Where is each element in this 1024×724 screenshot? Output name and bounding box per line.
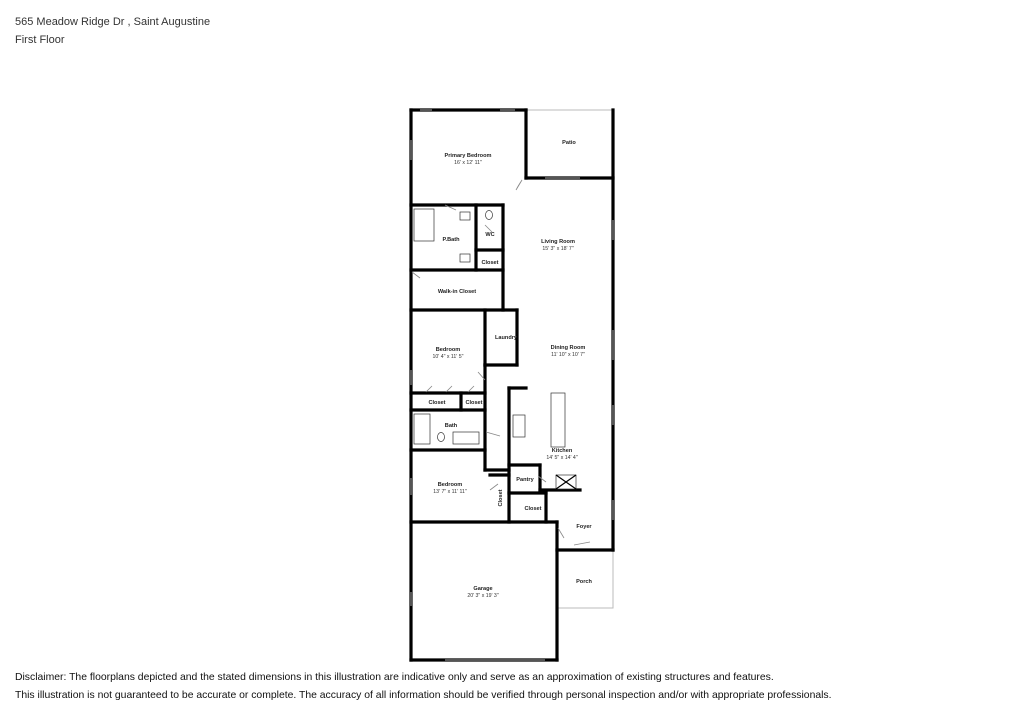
patio-label: Patio	[562, 140, 576, 146]
bedroom-3-label: Bedroom	[437, 482, 463, 488]
kitchen-label: Kitchen	[551, 448, 573, 454]
bedroom-3-closet-label: Closet	[498, 489, 504, 507]
pantry-label: Pantry	[516, 477, 534, 483]
toilet	[438, 433, 445, 442]
disclaimer-line-2: This illustration is not guaranteed to be accurate or complete. The accuracy of all information should be verified through personal inspection and/or with appropriate professionals.	[15, 690, 832, 701]
kitchen-island	[551, 393, 565, 447]
interior-walls	[411, 205, 580, 522]
bedroom-2-closet-label: Closet	[428, 400, 446, 406]
sink	[460, 254, 470, 262]
floor-label: First Floor	[15, 34, 65, 46]
bedroom-2-label: Bedroom	[435, 347, 461, 353]
vanity	[453, 432, 479, 444]
hall-closet-label: Closet	[524, 506, 542, 512]
dining-room-dim: 11' 10" x 10' 7"	[551, 352, 585, 358]
pbath-label: P.Bath	[442, 237, 460, 243]
bath-label: Bath	[444, 423, 458, 429]
walkin-closet-label: Walk-in Closet	[437, 289, 477, 295]
exterior-walls	[411, 110, 613, 660]
garage-dim: 20' 3" x 19' 3"	[467, 593, 499, 599]
kitchen-dim: 14' 5" x 14' 4"	[546, 455, 578, 461]
toilet	[486, 211, 493, 220]
living-room-label: Living Room	[541, 239, 575, 245]
bathtub	[414, 414, 430, 444]
range	[513, 415, 525, 437]
sink	[460, 212, 470, 220]
laundry-label: Laundry	[494, 335, 518, 341]
wc-label: WC	[485, 232, 495, 238]
living-room-dim: 15' 3" x 18' 7"	[542, 246, 574, 252]
dining-room-label: Dining Room	[550, 345, 586, 351]
shower	[414, 209, 434, 241]
bedroom-2-dim: 10' 4" x 11' 5"	[432, 354, 464, 360]
windows	[411, 110, 613, 660]
pbath-closet-label: Closet	[481, 260, 499, 266]
small-closet-label: Closet	[465, 400, 483, 406]
disclaimer-line-1: Disclaimer: The floorplans depicted and the stated dimensions in this illustration are indicative only and serve as an approximation of existing structures and features.	[15, 672, 774, 683]
porch-label: Porch	[576, 579, 592, 585]
primary-bedroom-dim: 16' x 12' 11"	[454, 160, 482, 166]
foyer-label: Foyer	[576, 524, 592, 530]
property-address: 565 Meadow Ridge Dr , Saint Augustine	[15, 16, 211, 28]
primary-bedroom-label: Primary Bedroom	[444, 153, 492, 159]
garage-label: Garage	[473, 586, 493, 592]
bedroom-3-dim: 13' 7" x 11' 11"	[433, 489, 467, 495]
